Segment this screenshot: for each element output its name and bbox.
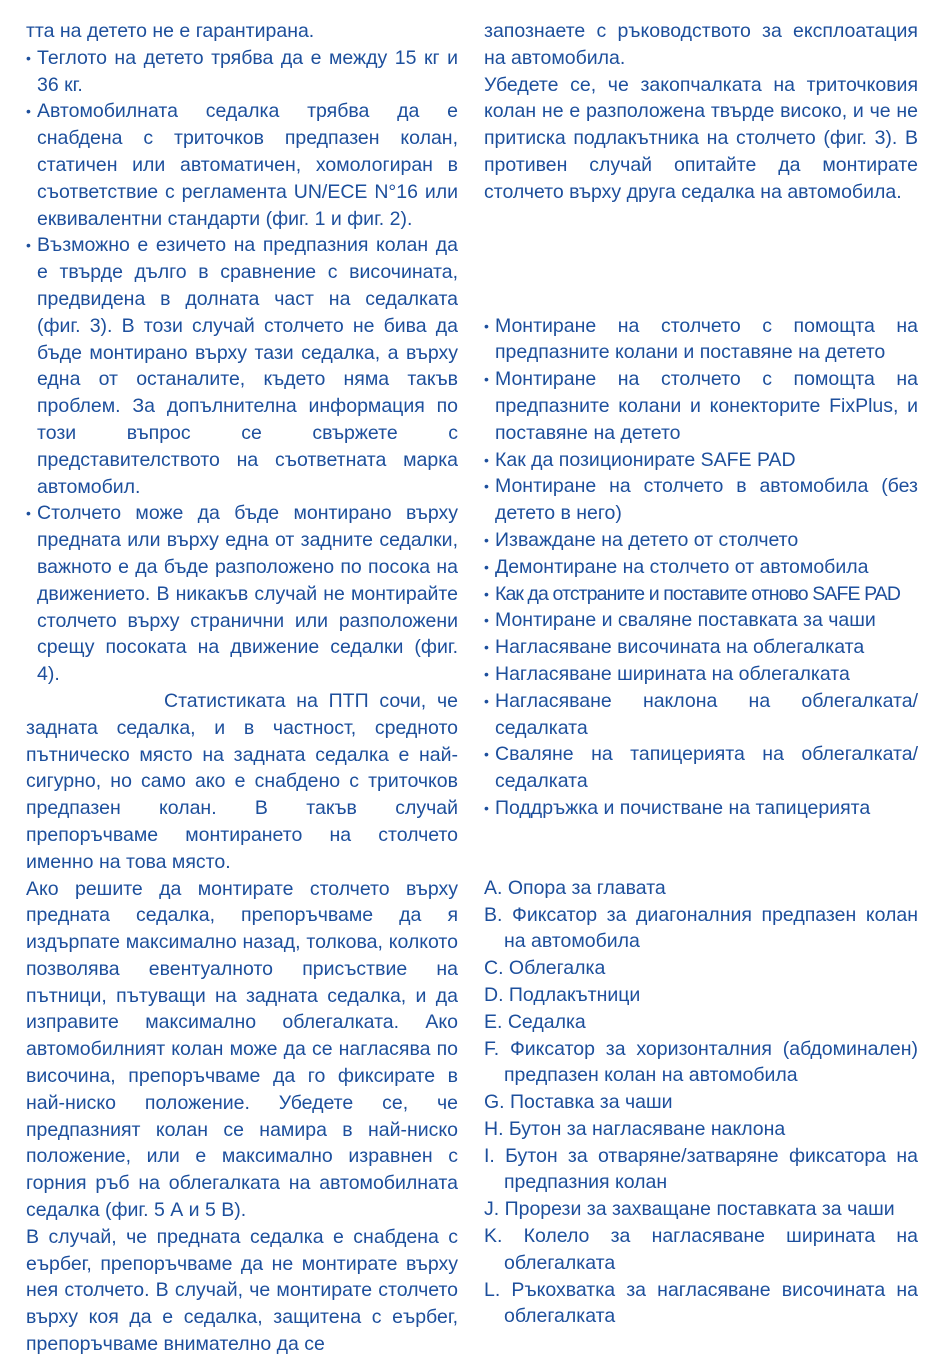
- contents-item: • Нагласяване наклона на облегалката/седалката: [484, 688, 918, 742]
- contents-item: • Монтиране и сваляне поставката за чаши: [484, 607, 918, 634]
- buckle-paragraph: Убедете се, че закопчалката на триточковия колан не е разположена твърде високо, и че не притиска подлакътника на столчето (фиг. 3). В противен случай опитайте да монтирате столчето върху друга седалка на автомобила.: [484, 73, 918, 203]
- contents-item: • Демонтиране на столчето от автомобила: [484, 554, 918, 581]
- contents-item: • Нагласяване ширината на облегалката: [484, 661, 918, 688]
- spacer-parts: [484, 822, 918, 875]
- statistics-paragraph: Статистиката на ПТП сочи, че задната седалка, и в частност, средното пътническо място на задната седалка е най-сигурно, но само ако е снабдено с триточков предпазен колан. В такъв случай препоръчваме монтирането на столчето именно на това място.: [26, 689, 458, 873]
- left-column: [26, 18, 458, 1358]
- contents-list: [484, 313, 918, 822]
- front-seat-paragraph: Ако решите да монтирате столчето върху предната седалка, препоръчваме да я издърпате максимално назад, толкова, колкото позволява евентуалното присъствие на пътници, пътуващи на задната седалка, и да изправите максимално облегалката. Ако автомобилният колан може да се нагласява по височина, препоръчваме да го фиксирате в най-ниско положение. Убедете се, че предпазният колан се намира в най-ниско положение, или е максимално изравнен с горния ръб на облегалката на автомобилната седалка (фиг. 5 А и 5 В).: [26, 877, 458, 1222]
- contents-item: • Монтиране на столчето с помощта на предпазните колани и конекторите FixPlus, и поставяне на детето: [484, 366, 918, 446]
- contents-item: • Монтиране на столчето в автомобила (без детето в него): [484, 473, 918, 527]
- part-item: B. Фиксатор за диагоналния предпазен колан на автомобила: [484, 903, 918, 953]
- part-item: L. Ръкохватка за нагласяване височината на облегалката: [484, 1278, 918, 1328]
- contents-item: • Поддръжка и почистване на тапицерията: [484, 795, 918, 822]
- continuation-paragraph: тта на детето не е гарантирана.: [26, 20, 315, 42]
- part-item: A. Опора за главата: [484, 876, 666, 899]
- part-item: E. Седалка: [484, 1010, 586, 1033]
- parts-list: [484, 875, 918, 1331]
- bullet-belt-tongue: • Възможно е езичето на предпазния колан да е твърде дълго в сравнение с височината, предвидена в долната част на седалката (фиг. 3). В този случай столчето не бива да бъде монтирано върху тази седалка, а върху една от останалите, където няма такъв проблем. За допълнителна информация по този въпрос се свържете с представителството на съответната марка автомобил.: [26, 232, 458, 500]
- right-column: [484, 18, 918, 1330]
- part-item: G. Поставка за чаши: [484, 1091, 673, 1114]
- part-item: F. Фиксатор за хоризонталния (абдоминален) предпазен колан на автомобила: [484, 1037, 918, 1087]
- spacer-contents: [484, 206, 918, 313]
- contents-item: • Монтиране на столчето с помощта на предпазните колани и поставяне на детето: [484, 313, 918, 367]
- bullet-three-point-belt: • Автомобилната седалка трябва да е снабдена с триточков предпазен колан, статичен или автоматичен, хомологиран в съответствие с регламента UN/ECE N°16 или еквивалентни стандарти (фиг. 1 и фиг. 2).: [26, 98, 458, 232]
- part-item: H. Бутон за нагласяване наклона: [484, 1117, 786, 1140]
- part-item: J. Прорези за захващане поставката за чаши: [484, 1198, 895, 1221]
- airbag-paragraph: В случай, че предната седалка е снабдена с еърбег, препоръчваме да не монтирате върху нея столчето. В случай, че монтирате столчето върху коя да е седалка, защитена с еърбег, препоръчваме внимателно да се: [26, 1225, 458, 1356]
- part-item: C. Облегалка: [484, 957, 606, 980]
- contents-item: • Как да позиционирате SAFE PAD: [484, 447, 918, 474]
- part-item: K. Колело за нагласяване ширината на облегалката: [484, 1225, 918, 1274]
- contents-item: • Нагласяване височината на облегалката: [484, 634, 918, 661]
- contents-item: • Сваляне на тапицерията на облегалката/седалката: [484, 741, 918, 795]
- bullet-seat-position: • Столчето може да бъде монтирано върху предната или върху една от задните седалки, важното е да бъде разположено по посока на движението. В никакъв случай не монтирайте столчето върху странични или разположени срещу посоката на движение седалки (фиг. 4).: [26, 500, 458, 688]
- manual-paragraph: запознаете с ръководството за експлоатация на автомобила.: [484, 20, 918, 69]
- bullet-child-weight: • Теглото на детето трябва да е между 15 кг и 36 кг.: [26, 45, 458, 99]
- part-item: D. Подлакътници: [484, 983, 641, 1006]
- contents-item: • Как да отстраните и поставите отново SAFE PAD: [484, 581, 918, 608]
- part-item: I. Бутон за отваряне/затваряне фиксатора на предпазния колан: [484, 1144, 918, 1194]
- contents-item: • Изваждане на детето от столчето: [484, 527, 918, 554]
